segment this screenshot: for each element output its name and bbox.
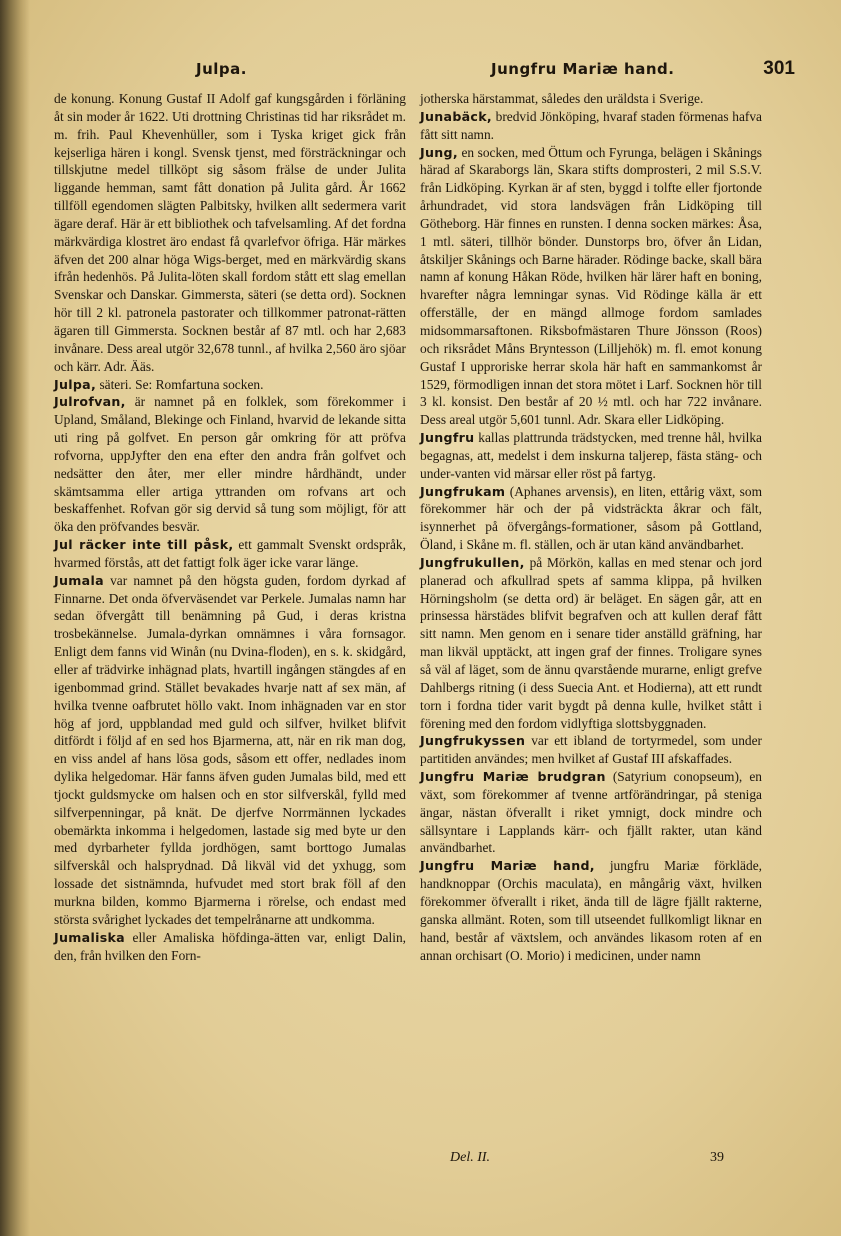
entry-headword: Junabäck, [420, 108, 492, 124]
entry-headword: Jungfrukyssen [420, 733, 526, 749]
page-number: 301 [763, 58, 795, 79]
entry-text: kallas plattrunda trädstycken, med trenne hål, hvilka begagnas, att, medelst i dem inskurna taljerep, fästa stäng- och under-vanten vid märsar eller röst på fartyg. [420, 430, 762, 481]
entry-headword: Julrofvan, [54, 394, 126, 410]
dictionary-entry [54, 393, 406, 536]
dictionary-entry [54, 929, 406, 965]
sheet-number: 39 [710, 1150, 724, 1165]
left-column [54, 90, 406, 964]
dictionary-entry [420, 429, 762, 483]
entry-text: eller Amaliska höfdinga-ätten var, enligt Dalin, den, från hvilken den Forn- [54, 929, 406, 963]
book-spine-shadow [0, 0, 30, 1236]
entry-headword: Jul räcker inte till påsk, [54, 537, 234, 553]
header-left-keyword: Julpa. [196, 60, 247, 78]
entry-text: (Satyrium conopseum), en växt, som förekommer af tvenne artförändringar, på steniga ängar, nästan öfverallt i riket ymnigt, dock mindre och sällsyntare i Lapplands kärr- och fjällt rakter, utan känd användbarhet. [420, 769, 762, 856]
entry-text: var ett ibland de tortyrmedel, som under partitiden användes; men hvilket af Gustaf III afskaffades. [420, 733, 762, 767]
entry-headword: Jungfru Mariæ brudgran [420, 769, 606, 785]
entry-text: jotherska härstammat, således den uräldsta i Sverige. [420, 91, 704, 106]
dictionary-entry [420, 90, 762, 108]
header-right-keyword: Jungfru Mariæ hand. [491, 60, 675, 78]
page-footer [420, 1150, 762, 1170]
entry-text: är namnet på en folklek, som förekommer i Upland, Småland, Blekinge och Finland, hvarvid de lekande sitta uti ring på golfvet. En person går omkring för att pröfva rofvorna, uppJyfter den ena efter den andra från golfvet och nedsätter den åter, mer eller mindre hårdhändt, under skämtsamma eller artiga yttranden om rofvans art och beskaffenhet. Rofvan gör sig dervid så tung som möjligt, för att öka den pröfvandes besvär. [54, 394, 406, 535]
dictionary-entry [420, 554, 762, 732]
entry-text: de konung. Konung Gustaf II Adolf gaf kungsgården i förläning åt sin moder år 1622. Uti drottning Christinas tid har riksrådet m. m. frih. Paul Khevenhüller, som i Tyska kriget gick från kejserliga hären i kongl. Svensk tjenst, med försträckningar och tillskjutne medel tillköpt sig såsom frälse de under Julita liggande hemman, samt fått donation på Julita gård. År 1662 tillföll egendomen slägten Palbitsky, hvilken allt sedermera varit ägare deraf. Här är ett bibliothek och tafvelsamling. Af det fordna märkvärdiga klostret äro endast få qvarlefvor öfriga. Här märkes äfven det 200 alnar höga Wigs-berget, med en märkvärdig skans ifrån hedenhös. På Julita-löten skall fordom stått ett slag emellan Svenskar och Danskar. Gimmersta, säteri (se detta ord). Socknen hör till 2 kl. patronela pastorater och tillkommer patronat-rätten ägaren till Gimmersta. Socknen består af 87 mtl. och har 2,683 invånare. Dess areal utgör 32,678 tunnl., af hvilka 2,560 äro sjöar och kärr. Adr. Ääs. [54, 91, 406, 374]
entry-headword: Jung, [420, 144, 458, 160]
dictionary-entry [420, 768, 762, 857]
dictionary-entry [420, 108, 762, 144]
entry-headword: Julpa, [54, 376, 97, 392]
entry-text: en socken, med Öttum och Fyrunga, belägen i Skånings härad af Skaraborgs län, Skara stifts domprosteri, 2 mil S.S.V. från Lidköping. Kyrkan är af sten, byggd i tolfte eller fjortonde århundradet, vid stora landsvägen från Lidköping till Götheborg. Här finnes en runsten. I denna socken märkes: Åsa, 1 mtl. säteri, tillhör bönder. Dunstorps bro, öfver ån Lidan, åtskiljer Skånings och Barne härader. Rödinge backe, skall bära namn af konung Håkan Röde, hvilken här lärer haft en boning, hvarefter några lemningar synas. Vid Rödinge källa är ett offerställe, der en mängd allmoge fordom samlades midsommarsaftonen. Riksbofmästaren Thure Jönsson (Roos) och riksrådet Måns Bryntesson (Lilljehök) m. fl. emot konung Gustaf I upproriske herrar skola här haft en sammankomst år 1529, förmodligen innan det stora mötet i Larf. Socknen hör till 3 kl. konsist. Den består af 20 ½ mtl. och har 722 invånare. Dess areal utgör 5,601 tunnl. Adr. Skara eller Lidköping. [420, 144, 762, 428]
entry-text: jungfru Mariæ förkläde, handknoppar (Orchis maculata), en mångårig växt, hvilken förekommer öfverallt i riket, ända till de lägre fjällt rakterne, ganska allmänt. Roten, som till utseendet fullkomligt liknar en hand, består af växtslem, och användes likasom roten af en annan orchisart (O. Morio) i medicinen, under namn [420, 858, 762, 963]
entry-headword: Jungfrukam [420, 483, 506, 499]
entry-headword: Jungfrukullen, [420, 554, 525, 570]
entry-text: ett gammalt Svenskt ordspråk, hvarmed förstås, att det fattigt folk äger icke varar länge. [54, 537, 406, 570]
dictionary-entry [54, 90, 406, 376]
dictionary-entry [54, 376, 406, 394]
entry-headword: Jumaliska [54, 929, 125, 945]
dictionary-entry [420, 857, 762, 964]
right-column [420, 90, 762, 964]
entry-text: bredvid Jönköping, hvaraf staden förmenas hafva fått sitt namn. [420, 108, 762, 142]
running-header [46, 60, 795, 82]
entry-text: på Mörkön, kallas en med stenar och jord planerad och afkullrad spets af samma klippa, på hvilken Hörningsholm (se detta ord) är beläget. En sägen går, att en prinsessa härstädes blifvit begrafven och att kullen deraf fått sitt namn. Men genom en i senare tider anställd gräfning, har man likväl upptäckt, att ingen graf der finnes. Troligare synes så väl af läget, som de ännu qvarstående murarne, enligt grefve Dahlbergs ritning (i dess Suecia Ant. et Hodierna), att ett rundt torn i fordna tider varit bygdt på denna kulle, hvilket stått i förening med den fordom vidlyftiga slottsbyggnaden. [420, 554, 762, 731]
dictionary-entry [54, 536, 406, 572]
dictionary-entry [420, 732, 762, 768]
entry-headword: Jumala [54, 572, 104, 588]
entry-headword: Jungfru Mariæ hand, [420, 858, 595, 874]
entry-text: säteri. Se: Romfartuna socken. [99, 376, 264, 392]
dictionary-entry [420, 483, 762, 554]
dictionary-entry [54, 572, 406, 929]
entry-text: var namnet på den högsta guden, fordom dyrkad af Finnarne. Det onda öfverväsendet var Perkele. Jumalas namn har sedan öfvergått till benämning på Gud, i deras kristna trosbekännelse. Jumala-dyrkan omnämnes i våra fornsagor. Enligt dem fanns vid Winån (nu Dvina-floden), en s. k. skidgård, eller af trädvirke inhägnad plats, hvartill ingången stängdes af en igenbommad grind. Stället bevakades hvarje natt af sex män, af hvilka tvenne oafbrutet höllo vakt. Inom inhägnaden var en stor hög af jord, uppblandad med guld och silfver, hvilket blifvit ditfördt i följd af en sed hos Bjarmerna, att, när en rik man dog, en viss andel af hans lösa gods, såsom ett offer, nedlades inom dylika helgedomar. Här fanns äfven guden Jumalas bild, med ett tjockt guldsmycke om halsen och en stor silfverskål, fylld med silfverpenningar, på knät. De djerfve Norrmännen lyckades obemärkta inkomma i helgedomen, lastade sig med byte ur den med dyrbarheter fyllda jordhögen, samt borttogo Jumalas silfverskål och halsprydnad. Då likväl vid det yxhugg, som lossade det sistnämnda, hufvudet med stort brak föll af den murkna bilden, kommo Bjarmerna i rörelse, och endast med största svårighet lyckades det tempelrånarne att undkomma. [54, 572, 406, 927]
entry-text: (Aphanes arvensis), en liten, ettårig växt, som förekommer här och der på vidsträckta åkrar och fält, isynnerhet på öfvergångs-formationer, såsom på Gottland, Öland, i Skåne m. fl. ställen, och är utan känd användbarhet. [420, 483, 762, 553]
volume-signature: Del. II. [450, 1150, 491, 1165]
dictionary-entry [420, 144, 762, 430]
entry-headword: Jungfru [420, 430, 475, 446]
